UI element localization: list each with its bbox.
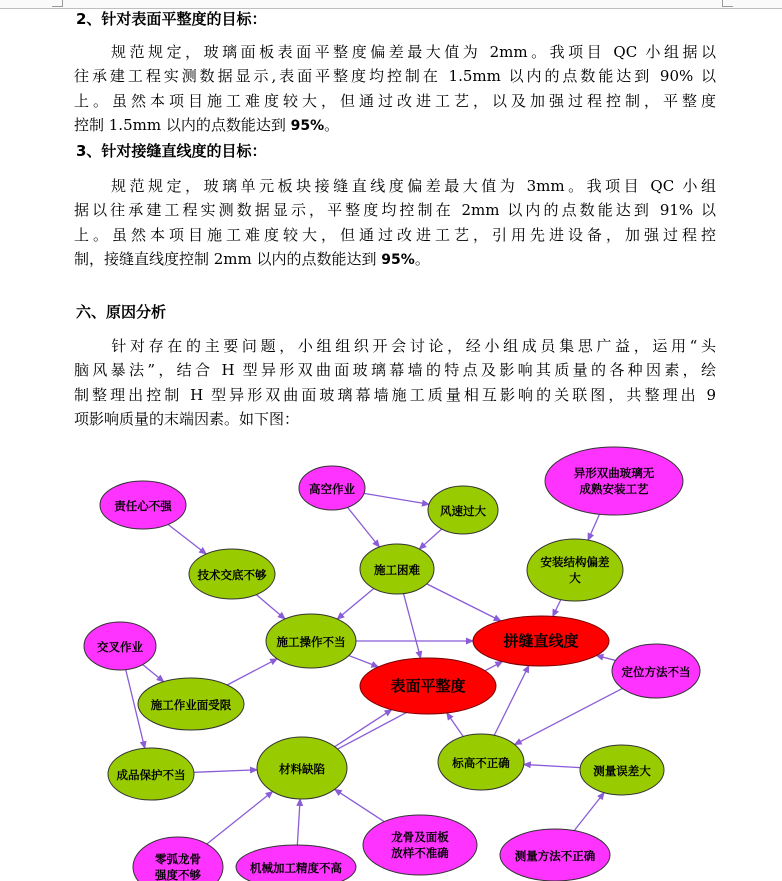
node-lingqi xyxy=(133,837,223,881)
node-caozuo xyxy=(266,614,356,668)
emphasis-value: 95% xyxy=(381,252,415,269)
paragraph-line: 制，接缝直线度控制 2mm 以内的点数能达到 95%。 xyxy=(74,250,430,269)
node-label: 放样不准确 xyxy=(391,846,449,860)
node-label: 标高不正确 xyxy=(452,756,510,770)
node-label: 安装结构偏差 xyxy=(540,555,610,569)
node-label: 成品保护不当 xyxy=(116,768,186,782)
arrow-shigong_kunnan-to-jiefeng xyxy=(427,584,501,621)
margin-corner-right xyxy=(722,0,733,7)
node-celiang-wucha xyxy=(580,745,664,795)
arrow-jishu-to-caozuo xyxy=(256,595,285,619)
arrow-biaogao-to-biaomian xyxy=(447,713,463,737)
node-biaogao xyxy=(438,734,524,790)
paragraph-line: 规范规定，玻璃面板表面平整度偏差最大值为 2mm。我项目 QC 小组据以 xyxy=(74,43,716,61)
arrow-shigong_kunnan-to-caozuo xyxy=(337,588,374,619)
paragraph-flatness-goal xyxy=(74,40,716,139)
node-jixie xyxy=(236,845,356,881)
emphasis-value: 95% xyxy=(290,118,325,135)
paragraph-line: 规范规定，玻璃单元板块接缝直线度偏差最大值为 3mm。我项目 QC 小组 xyxy=(74,177,716,195)
arrow-gaokong-to-shigong_kunnan xyxy=(348,507,380,547)
arrow-yixing-to-anzhuang xyxy=(588,514,599,540)
arrow-celiang_fangfa-to-celiang_wucha xyxy=(574,793,604,831)
page-top-bar xyxy=(0,0,782,9)
paragraph-line: 项影响质量的末端因素。如下图： xyxy=(74,410,300,429)
node-label: 成熟安装工艺 xyxy=(579,482,649,496)
paragraph-seam-goal xyxy=(74,174,716,273)
node-longgu xyxy=(363,815,477,875)
heading-flatness-goal: 2、针对表面平整度的目标： xyxy=(76,10,267,28)
node-chengpin xyxy=(108,748,194,800)
arrow-celiang_wucha-to-biaogao xyxy=(524,764,580,767)
node-label: 大 xyxy=(569,571,581,585)
paragraph-cause-analysis xyxy=(74,334,716,432)
heading-cause-analysis: 六、原因分析 xyxy=(76,303,167,321)
node-anzhuang xyxy=(527,539,623,601)
node-label: 交叉作业 xyxy=(97,640,143,654)
node-yixing xyxy=(545,447,683,515)
arrow-dingwei-to-jiefeng xyxy=(596,655,615,660)
arrow-shigong_kunnan-to-biaomian xyxy=(404,594,421,659)
node-shape xyxy=(545,447,683,515)
node-label: 施工操作不当 xyxy=(276,635,346,649)
paragraph-line: 控制 1.5mm 以内的点数能达到 95%。 xyxy=(74,116,340,135)
node-mianshou xyxy=(138,678,244,730)
arrow-gaokong-to-fengsu xyxy=(364,493,429,504)
node-label: 测量误差大 xyxy=(593,764,651,778)
node-jishu xyxy=(189,549,275,599)
node-cailiao xyxy=(257,737,347,799)
node-label: 拼缝直线度 xyxy=(503,632,579,650)
node-label: 施工作业面受限 xyxy=(150,698,232,712)
node-label: 异形双曲玻璃无 xyxy=(573,466,655,480)
node-label: 定位方法不当 xyxy=(621,665,691,679)
paragraph-line: 上。虽然本项目施工难度较大，但通过改进工艺，以及加强过程控制，平整度 xyxy=(74,91,716,110)
node-label: 强度不够 xyxy=(155,868,201,881)
paragraph-line: 制整理出控制 H 型异形双曲面玻璃幕墙施工质量相互影响的关联图，共整理出 9 xyxy=(74,385,716,404)
node-label: 责任心不强 xyxy=(114,499,172,513)
node-label: 表面平整度 xyxy=(390,677,466,695)
node-biaomian xyxy=(360,658,496,714)
arrow-mianshou-to-caozuo xyxy=(227,659,277,685)
node-celiang-fangfa xyxy=(500,829,610,881)
arrow-jixie-to-cailiao xyxy=(297,799,300,845)
paragraph-line: 脑风暴法”，结合 H 型异形双曲面玻璃幕墙的特点及影响其质量的各种因素，绘 xyxy=(74,361,716,380)
node-jiaocha xyxy=(84,622,156,670)
arrow-fengsu-to-shigong_kunnan xyxy=(419,529,441,549)
arrow-chengpin-to-cailiao xyxy=(194,770,257,773)
node-label: 风速过大 xyxy=(440,504,486,518)
arrow-biaogao-to-jiefeng xyxy=(494,666,529,736)
node-label: 高空作业 xyxy=(309,482,355,496)
paragraph-line: 针对存在的主要问题，小组组织开会讨论，经小组成员集思广益，运用“头 xyxy=(74,337,716,355)
node-label: 龙骨及面板 xyxy=(391,830,449,844)
node-jiefeng xyxy=(473,616,609,666)
node-shape xyxy=(363,815,477,875)
paragraph-line: 据以往承建工程实测数据显示，平整度均控制在 2mm 以内的点数能达到 91% 以 xyxy=(74,201,716,220)
arrow-dingwei-to-biaogao xyxy=(515,688,623,744)
node-fengsu xyxy=(428,486,498,534)
node-label: 材料缺陷 xyxy=(279,762,325,776)
node-dingwei xyxy=(612,644,700,698)
node-zeren xyxy=(100,481,186,529)
node-shape xyxy=(527,539,623,601)
node-label: 零弧龙骨 xyxy=(155,852,201,866)
margin-corner-left xyxy=(52,0,63,7)
node-label: 技术交底不够 xyxy=(197,568,267,582)
arrow-anzhuang-to-jiefeng xyxy=(553,600,561,617)
node-label: 施工困难 xyxy=(374,563,420,577)
arrow-cailiao-to-biaomian xyxy=(335,710,392,747)
arrow-longgu-to-cailiao xyxy=(335,789,385,821)
paragraph-line: 上。虽然本项目施工难度较大，但通过改进工艺，引用先进设备，加强过程控 xyxy=(74,225,716,244)
paragraph-line: 往承建工程实测数据显示,表面平整度均控制在 1.5mm 以内的点数能达到 90% 以 xyxy=(74,67,716,86)
diagram-nodes xyxy=(84,447,700,881)
node-shigong-kunnan xyxy=(360,544,434,594)
node-label: 机械加工精度不高 xyxy=(250,861,342,875)
node-label: 测量方法不正确 xyxy=(514,849,596,863)
arrow-caozuo-to-biaomian xyxy=(349,656,378,667)
heading-seam-goal: 3、针对接缝直线度的目标： xyxy=(76,142,267,160)
arrow-zeren-to-jishu xyxy=(168,524,206,554)
arrow-lingqi-to-cailiao xyxy=(207,791,273,844)
arrow-jiaocha-to-mianshou xyxy=(143,665,164,682)
relation-diagram xyxy=(0,440,782,881)
node-gaokong xyxy=(299,466,365,510)
